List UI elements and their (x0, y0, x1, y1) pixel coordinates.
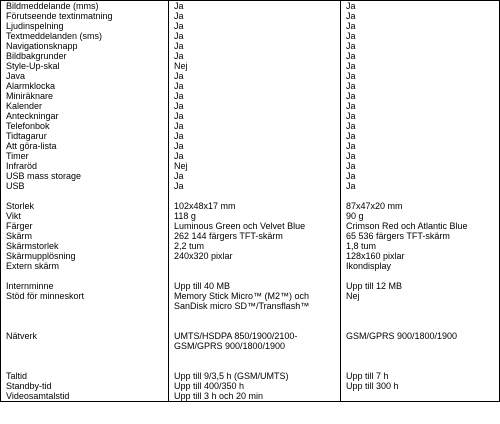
feature-label-cell: Förutseende textinmatning (1, 11, 169, 21)
table-row (1, 161, 500, 171)
model-b-cell: 90 g (341, 211, 500, 221)
model-a-cell: Upp till 3 h och 20 min (169, 391, 341, 402)
table-row (1, 351, 500, 361)
feature-label-cell: Timer (1, 151, 169, 161)
feature-label-cell: Extern skärm (1, 261, 169, 271)
model-b-cell: Ja (341, 31, 500, 41)
table-row (1, 221, 500, 231)
model-b-cell: Ja (341, 141, 500, 151)
model-b-cell: Ja (341, 101, 500, 111)
table-row (1, 101, 500, 111)
feature-label-cell (1, 341, 169, 351)
model-b-cell (341, 311, 500, 321)
feature-label-cell (1, 351, 169, 361)
model-a-cell (169, 321, 341, 331)
table-row (1, 341, 500, 351)
model-a-cell: Upp till 40 MB (169, 281, 341, 291)
feature-label-cell (1, 191, 169, 201)
feature-label-cell: Bildmeddelande (mms) (1, 1, 169, 12)
table-row (1, 141, 500, 151)
table-row (1, 201, 500, 211)
model-a-cell: 262 144 färgers TFT-skärm (169, 231, 341, 241)
model-b-cell: Ja (341, 151, 500, 161)
table-row (1, 301, 500, 311)
table-row (1, 251, 500, 261)
feature-label-cell (1, 301, 169, 311)
feature-label-cell: Bildbakgrunder (1, 51, 169, 61)
model-b-cell (341, 391, 500, 402)
model-b-cell: Crimson Red och Atlantic Blue (341, 221, 500, 231)
feature-label-cell: Miniräknare (1, 91, 169, 101)
model-a-cell: Luminous Green och Velvet Blue (169, 221, 341, 231)
model-a-cell: Nej (169, 61, 341, 71)
model-a-cell (169, 261, 341, 271)
model-a-cell: Nej (169, 161, 341, 171)
feature-label-cell (1, 311, 169, 321)
model-a-cell: Memory Stick Micro™ (M2™) och (169, 291, 341, 301)
model-a-cell (169, 311, 341, 321)
model-a-cell (169, 271, 341, 281)
feature-label-cell: Java (1, 71, 169, 81)
feature-label-cell: Nätverk (1, 331, 169, 341)
feature-label-cell: USB (1, 181, 169, 191)
model-a-cell: Ja (169, 91, 341, 101)
model-a-cell: Ja (169, 141, 341, 151)
model-b-cell: Nej (341, 291, 500, 301)
table-row (1, 271, 500, 281)
model-a-cell: 240x320 pixlar (169, 251, 341, 261)
table-row (1, 381, 500, 391)
feature-label-cell: Kalender (1, 101, 169, 111)
feature-label-cell: Taltid (1, 371, 169, 381)
model-a-cell: Ja (169, 11, 341, 21)
table-row (1, 261, 500, 271)
model-b-cell: 1,8 tum (341, 241, 500, 251)
table-row (1, 191, 500, 201)
model-b-cell: Ja (341, 111, 500, 121)
model-b-cell: Ja (341, 61, 500, 71)
model-b-cell: Ja (341, 171, 500, 181)
model-b-cell: 128x160 pixlar (341, 251, 500, 261)
model-b-cell: Ja (341, 161, 500, 171)
model-a-cell: Ja (169, 71, 341, 81)
model-b-cell: Ja (341, 1, 500, 12)
feature-label-cell: Stöd för minneskort (1, 291, 169, 301)
model-b-cell: Ja (341, 21, 500, 31)
feature-label-cell: Ljudinspelning (1, 21, 169, 31)
table-row (1, 231, 500, 241)
model-a-cell: 102x48x17 mm (169, 201, 341, 211)
model-b-cell: 87x47x20 mm (341, 201, 500, 211)
model-b-cell (341, 271, 500, 281)
model-a-cell: SanDisk micro SD™/Transflash™ (169, 301, 341, 311)
feature-label-cell (1, 361, 169, 371)
table-row (1, 61, 500, 71)
feature-label-cell: Textmeddelanden (sms) (1, 31, 169, 41)
feature-label-cell: Alarmklocka (1, 81, 169, 91)
table-row (1, 371, 500, 381)
spec-table-body (1, 1, 500, 402)
feature-label-cell: Skärmstorlek (1, 241, 169, 251)
table-row (1, 81, 500, 91)
model-a-cell: Ja (169, 171, 341, 181)
model-a-cell: Ja (169, 51, 341, 61)
model-b-cell: 65 536 färgers TFT-skärm (341, 231, 500, 241)
model-a-cell: Ja (169, 31, 341, 41)
model-b-cell: Ikondisplay (341, 261, 500, 271)
table-row (1, 321, 500, 331)
feature-label-cell: Telefonbok (1, 121, 169, 131)
feature-label-cell: USB mass storage (1, 171, 169, 181)
model-a-cell: Ja (169, 131, 341, 141)
table-row (1, 51, 500, 61)
table-row (1, 11, 500, 21)
table-row (1, 391, 500, 402)
table-row (1, 111, 500, 121)
table-row (1, 151, 500, 161)
model-a-cell: Ja (169, 181, 341, 191)
model-b-cell: Ja (341, 91, 500, 101)
model-b-cell: Upp till 7 h (341, 371, 500, 381)
feature-label-cell: Skärmupplösning (1, 251, 169, 261)
feature-label-cell: Storlek (1, 201, 169, 211)
table-row (1, 211, 500, 221)
model-a-cell (169, 351, 341, 361)
table-row (1, 1, 500, 12)
model-a-cell: Ja (169, 41, 341, 51)
model-b-cell (341, 351, 500, 361)
table-row (1, 281, 500, 291)
feature-label-cell: Standby-tid (1, 381, 169, 391)
table-row (1, 181, 500, 191)
model-a-cell: Ja (169, 21, 341, 31)
table-row (1, 131, 500, 141)
table-row (1, 41, 500, 51)
table-row (1, 331, 500, 341)
feature-label-cell (1, 321, 169, 331)
table-row (1, 311, 500, 321)
model-a-cell (169, 191, 341, 201)
model-a-cell: Ja (169, 121, 341, 131)
feature-label-cell: Anteckningar (1, 111, 169, 121)
model-b-cell: Ja (341, 11, 500, 21)
feature-label-cell: Vikt (1, 211, 169, 221)
model-a-cell (169, 361, 341, 371)
feature-label-cell: Att göra-lista (1, 141, 169, 151)
feature-label-cell: Internminne (1, 281, 169, 291)
table-row (1, 241, 500, 251)
model-b-cell (341, 191, 500, 201)
model-b-cell: Ja (341, 181, 500, 191)
table-row (1, 171, 500, 181)
model-a-cell: GSM/GPRS 900/1800/1900 (169, 341, 341, 351)
model-a-cell: 118 g (169, 211, 341, 221)
feature-label-cell (1, 271, 169, 281)
model-a-cell: Ja (169, 111, 341, 121)
table-row (1, 71, 500, 81)
table-row (1, 121, 500, 131)
model-a-cell: Ja (169, 81, 341, 91)
model-a-cell: Upp till 400/350 h (169, 381, 341, 391)
model-b-cell (341, 301, 500, 311)
model-a-cell: Ja (169, 151, 341, 161)
model-a-cell: UMTS/HSDPA 850/1900/2100- (169, 331, 341, 341)
feature-label-cell: Navigationsknapp (1, 41, 169, 51)
model-b-cell (341, 341, 500, 351)
table-row (1, 91, 500, 101)
model-b-cell: Upp till 12 MB (341, 281, 500, 291)
model-b-cell: GSM/GPRS 900/1800/1900 (341, 331, 500, 341)
model-b-cell: Ja (341, 51, 500, 61)
table-row (1, 21, 500, 31)
model-b-cell: Ja (341, 41, 500, 51)
table-row (1, 31, 500, 41)
feature-label-cell: Färger (1, 221, 169, 231)
model-a-cell: Upp till 9/3,5 h (GSM/UMTS) (169, 371, 341, 381)
model-a-cell: 2,2 tum (169, 241, 341, 251)
model-a-cell: Ja (169, 101, 341, 111)
feature-label-cell: Tidtagarur (1, 131, 169, 141)
feature-label-cell: Style-Up-skal (1, 61, 169, 71)
model-b-cell: Ja (341, 121, 500, 131)
feature-label-cell: Videosamtalstid (1, 391, 169, 402)
feature-label-cell: Infraröd (1, 161, 169, 171)
table-row (1, 291, 500, 301)
model-b-cell: Upp till 300 h (341, 381, 500, 391)
table-row (1, 361, 500, 371)
model-b-cell: Ja (341, 71, 500, 81)
feature-label-cell: Skärm (1, 231, 169, 241)
model-b-cell: Ja (341, 131, 500, 141)
model-b-cell (341, 361, 500, 371)
model-a-cell: Ja (169, 1, 341, 12)
model-b-cell: Ja (341, 81, 500, 91)
model-b-cell (341, 321, 500, 331)
